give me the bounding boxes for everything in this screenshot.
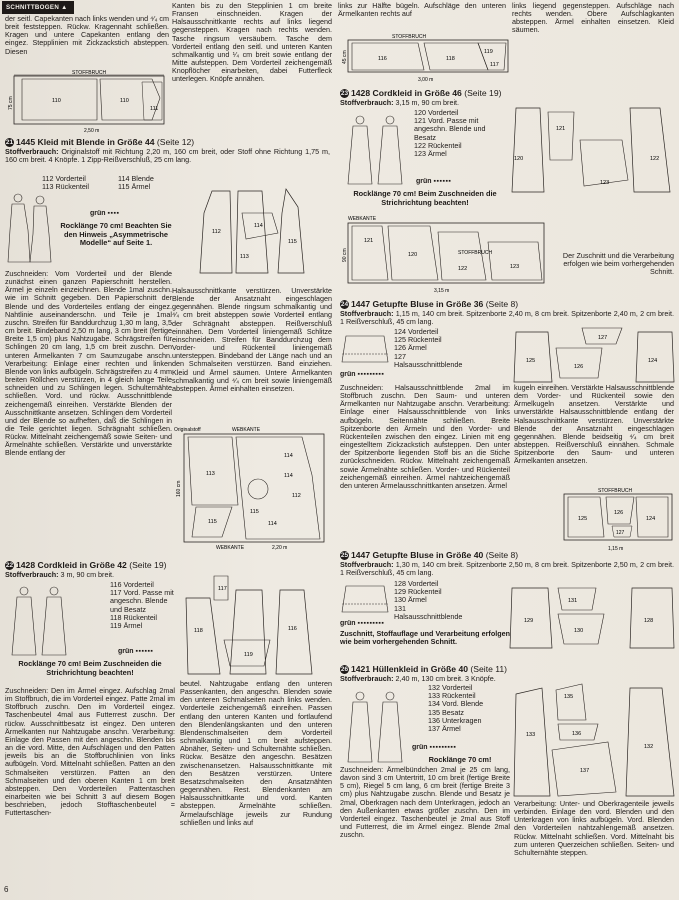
piece-label: 133: [526, 732, 536, 738]
section-21-stoff: Stoffverbrauch: Originalstoff mit Richtung 2,20 m, 160 cm breit, oder Stoff ohne Richtung 1,75 m, 160 cm breit. 4 Knöpfe. 1 Zipp-Reißverschluß, 25 cm lang.: [5, 148, 330, 165]
piece-label: 116: [378, 56, 387, 62]
section-25-note: Zuschnitt, Stoffauflage und Verarbeitung erfolgen wie beim vorhergehenden Schnitt.: [340, 630, 510, 647]
piece-label: 121: [364, 238, 374, 244]
section-24-body: Zuschneiden: Halsausschnittblende 2mal im Stoffbruch zuschn. Den Saum- und unteren Ärmelkanten nur Nahtzugabe anschn. Verarbeitung: Einlage einer Halsausschnittblende von links aufbügeln. Seitennähte schließen. Breite Spitzenborte den Ärmeln und den Vorder- und Rückenteilen zwischen den eingez. Linien mit eng eingestelltem Zickzackstich aufsteppen. Den unter der Spitzenborte liegenden Stoff bis an die Stiche zurückschneiden. Rückw. Mittelnaht zeichengemäß sowie Ärmelnähte schließen. Vorder- und Rückenteil zeichengemäß einreihen. Ärmel nahtzeichengemäß den unteren Ärmelausschnittkanten ansetzen. Ärmel: [340, 384, 510, 490]
piece-label: 112: [212, 229, 221, 235]
section-24-body-cont: kugeln einreihen. Verstärkte Halsausschnittblende dem Vorder- und Rückenteil sowie den Ärmelkugeln ansetzen. Verstärkte und unverstärkte Halsausschnittblende entlang der Halsausschnittkante verstürzen. Unverstärkte Blende der Ansatznaht eingeschlagen gegennähen. Blende beidseitig ⁴⁄₄ cm breit absteppen. Reißverschluß einnähen. Schmale Spitzenborte den Saum- und unteren Ärmelkanten ansetzen.: [514, 384, 674, 466]
edge-label: WEBKANTE: [348, 216, 377, 222]
pattern-pieces-22: [184, 570, 332, 680]
cutting-layout-120: [338, 212, 552, 298]
height-label: 75 cm: [8, 96, 14, 110]
piece-label: 112: [292, 493, 301, 499]
edge-label: WEBKANTE: [232, 427, 261, 433]
section-23-stoff: Stoffverbrauch: 3,15 m, 90 cm breit.: [340, 99, 460, 107]
piece-label: 125: [578, 516, 588, 522]
blouse-sketch-25: [340, 582, 390, 616]
pattern-pieces-26: [512, 680, 678, 800]
piece-label: 117: [218, 586, 227, 592]
piece-label: 132: [644, 744, 654, 750]
section-25-title: 25 1447 Getupfte Bluse in Größe 40 (Seite 8): [340, 550, 519, 560]
section-24-stoff: Stoffverbrauch: 1,15 m, 140 cm breit. Spitzenborte 2,40 m, 8 cm breit. Spitzenborte 2,40 m, 2 cm breit. 1 Reißverschluß, 45 cm lang.: [340, 310, 674, 327]
width-label: 1,15 m: [608, 546, 624, 552]
blouse-sketch-24: [340, 332, 390, 366]
piece-label: 136: [572, 731, 582, 737]
piece-label: 116: [288, 626, 297, 632]
piece-label: 125: [526, 358, 536, 364]
page-number: 6: [4, 885, 9, 894]
section-21-note: Rocklänge 70 cm! Beachten Sie den Hinweis „Asymmetrische Modelle“ auf Seite 1.: [60, 221, 172, 248]
section-22-parts: 116 Vorderteil 117 Vord. Passe mit angeschn. Blende und Besatz 118 Rückenteil 119 Ärmel: [110, 580, 174, 631]
color-key-green: grün ▪▪▪▪▪▪▪▪▪: [412, 744, 457, 751]
col1-intro-text: der seitl. Capekanten nach links wenden und ⁴⁄₄ cm breit feststeppen. Rückw. Kragennaht schließen. Kragen und untere Capekanten entlang den eingez. Stepplinien mit Zickzackstich absteppen. Diesen: [5, 15, 169, 56]
piece-label: 114: [284, 453, 293, 459]
section-22-stoff: Stoffverbrauch: 3 m, 90 cm breit.: [5, 571, 115, 579]
piece-label: 123: [600, 180, 610, 186]
color-key-green: grün ▪▪▪▪: [90, 210, 120, 217]
section-23-side-note: Der Zuschnitt und die Verarbeitung erfolgen wie beim vorhergehenden Schnitt.: [562, 252, 674, 277]
piece-label: 113: [240, 254, 249, 260]
piece-label: 118: [194, 628, 203, 634]
cutting-layout-124: [560, 484, 676, 554]
piece-label: 120: [514, 156, 524, 162]
piece-label: 127: [598, 335, 608, 341]
orig-label: Originalstoff: [174, 427, 201, 433]
section-23-parts: 120 Vorderteil 121 Vord. Passe mit angeschn. Blende und Besatz 122 Rückenteil 123 Ärmel: [414, 108, 486, 159]
width-label: 3,15 m: [434, 288, 450, 294]
piece-label: 122: [458, 266, 468, 272]
piece-label: 128: [644, 618, 654, 624]
section-21-title: 21 1445 Kleid mit Blende in Größe 44 (Seite 12): [5, 137, 195, 147]
piece-label: 129: [524, 618, 534, 624]
height-label: 45 cm: [342, 50, 348, 64]
piece-label: 117: [490, 62, 499, 68]
piece-label: 122: [650, 156, 660, 162]
piece-label: 126: [574, 364, 584, 370]
section-22-body-cont: beutel. Nahtzugabe entlang den unteren Passenkanten, den angeschn. Blenden sowie den unteren Schmalseiten nach links wenden. Vorderteile zeichengemäß einreihen. Passen entlang den unteren Kanten und fortlaufend den Blendenlängskanten und den unteren Blendenschmalseiten dem Vorderteil schmalkantig und 1 cm breit aufsteppen. Abnäher, Seiten- und Schulternähte schließen. Rückw. Besätze den angeschn. Besätzen zwischenansetzen. Halsausschnittkante mit den Besätzen verstürzen. Untere Besatzschmalseiten den Ansatznähten gegennähen. Rest. Blendenkanten am Halsausschnittkante und vord. Kanten absteppen. Ärmelnähte schließen. Ärmelaufschläge jeweils zur Rundung schließen und links auf: [180, 680, 332, 827]
pattern-pieces-21: [182, 183, 332, 281]
section-24-parts: 124 Vorderteil 125 Rückenteil 126 Ärmel 127 Halsausschnittblende: [394, 327, 463, 369]
section-22-body: Zuschneiden: Den im Ärmel eingez. Aufschlag 2mal im Stoffbruch, die im Vorderteil eingez. Patte 2mal im Stoffbruch zuschn. Den im Vorderteil eingez. Taschenbeutel 4mal aus Futterrest zuschn. Der rückw. Ausschnittbesatz ist eingez. Den unteren Ärmelkanten nur Nahtzugabe anschn. Verarbeitung: Einlage den Passen mit den angeschn. Blenden bis an die vord. Mitte, den Aufschlägen und den Patten jeweils bis an die Stoffbruchlinien von links aufbügeln. Vord. Mittelnaht schließen. Patten an den Schmalseiten verstürzen. Patten an den Schmalseiten und den oberen Kanten 1 cm breit absteppen. Den Vorderteilen Pattentaschen einarbeiten wie bei Schnitt 3 auf diesem Bogen beschrieben, jedoch Stofftaschenbeutel = Futtertaschen-: [5, 687, 175, 818]
pattern-pieces-24: [512, 324, 678, 386]
section-22-title: 22 1428 Cordkleid in Größe 42 (Seite 19): [5, 560, 167, 570]
section-26-title: 26 1421 Hüllenkleid in Größe 40 (Seite 11): [340, 664, 508, 674]
fold-label: STOFFBRUCH: [392, 34, 427, 40]
section-24-title: 24 1447 Getupfte Bluse in Größe 36 (Seite 8): [340, 299, 519, 309]
piece-label: 115: [288, 239, 297, 245]
cutting-layout-112: [172, 425, 332, 553]
dress-sketch-23: [340, 112, 412, 188]
section-26-stoff: Stoffverbrauch: 2,40 m, 130 cm breit. 3 Knöpfe.: [340, 675, 496, 683]
piece-label: 131: [568, 598, 578, 604]
color-key-green: grün ▪▪▪▪▪▪: [118, 648, 154, 655]
piece-label: 119: [484, 49, 493, 55]
width-label: 3,00 m: [418, 77, 434, 83]
piece-label: 114: [268, 521, 277, 527]
piece-label: 124: [648, 358, 658, 364]
section-21-body: Zuschneiden: Vom Vorderteil und der Blende zunächst einen ganzen Papierschnitt herstellen. Ärmel je einzeln einzeichnen. Blende 1mal zuschn. wie im Schnitt gegeben. Den Papierschnitt der Blende und des Vorderteiles entlang der eingez. Nahtlinie auseinanderschn. und Teile je 1mal zuschn. Streifen für Banddurchzug 1,30 m lang, 3,5 cm breit. Bindeband 2,50 m lang, 3 cm breit (fertige Breite 1,5 cm) plus Nahtzugabe. Schrägstreifen für Schlingen 20 cm lang, 1,5 cm breit zuschn. Den unteren Ärmelkanten 7 cm Saumzugabe anschn. Verarbeitung: Einlage einer rechten und linken Blende von links aufbügeln. Schrägstreifen zu 4 mm breiten Röllchen verstürzen, in 4 gleich lange Teile schneiden und zu Schlingen legen. Schulternähte schließen. Vord. und rückw. Ausschnittblende zeichengemäß einreihen. Verstärkte Blenden der Ausschnittkante ansetzen. Schlingen dem Vorderteil und der Blende so aufheften, daß die Schlingen in die Teile gerichtet liegen. Schrägnaht schließen. Rückw. Mittelnaht zeichengemäß sowie Seiten- und Ärmelnähte schließen. Verstärkte und unverstärkte Blende entlang der: [5, 270, 172, 458]
color-key-green: grün ▪▪▪▪▪▪: [416, 178, 452, 185]
pattern-pieces-23: [510, 100, 678, 200]
section-26-body-cont: Verarbeitung: Unter- und Oberkragenteile jeweils verbinden. Einlage den vord. Blenden und den Unterkragen von links aufbügeln. Vord. Blenden den Vorderteilen nahtzahlengemäß ansetzen. Rückw. Mittelnaht schließen. Vord. Mittelnaht bis zum unteren Querzeichen schließen. Seiten- und Schulternähte steppen.: [514, 800, 674, 857]
fold-label: STOFFBRUCH: [72, 70, 107, 76]
fold-label: STOFFBRUCH: [598, 488, 633, 494]
color-key-green: grün ▪▪▪▪▪▪▪▪▪: [340, 371, 385, 378]
dress-sketch-21: [4, 190, 54, 268]
section-25-stoff: Stoffverbrauch: 1,30 m, 140 cm breit. Spitzenborte 2,50 m, 8 cm breit. Spitzenborte 2,50 m, 2 cm breit. 1 Reißverschluß, 45 cm lang.: [340, 561, 674, 578]
piece-label: 110: [52, 98, 61, 104]
col3-intro-text: links zur Hälfte bügeln. Aufschläge den unteren Ärmelkanten rechts auf: [338, 2, 506, 19]
piece-label: 115: [250, 509, 259, 515]
height-label: 90 cm: [342, 248, 348, 262]
piece-label: 127: [616, 530, 625, 536]
pattern-pieces-25: [508, 582, 678, 652]
section-21-body-cont: Halsausschnittkante verstürzen. Unverstärkte Blende der Ansatznaht eingeschlagen gegennähen. Blende ringsum schmalkantig und ⁴⁄₄ cm breit absteppen sowie Vorderteil entlang der Schrägnaht absteppen. Reißverschluß einnähen. Dem Vorderteil liniengemäß Schlitze einschneiden. Streifen für Banddurchzug dem Vorder- und Rückenteil liniengemäß untersteppen. Bindeband der Länge nach und an den Schmalseiten verstürzen. Band einziehen. Kleid und Ärmel säumen. Untere Ärmelkanten schmalkantig und ⁴⁄₄ cm breit sowie liniengemäß absteppen. Ärmel einhalten einsetzen.: [172, 287, 332, 393]
piece-label: 113: [206, 471, 215, 477]
section-25-parts: 128 Vorderteil 129 Rückenteil 130 Ärmel 131 Halsausschnittblende: [394, 579, 463, 621]
piece-label: 111: [150, 106, 159, 112]
section-26-body: Zuschneiden: Ärmelbündchen 2mal je 25 cm lang, davon sind 3 cm Untertritt, 10 cm breit (fertige Breite 5 cm), Riegel 5 cm lang, 6 cm breit (fertige Breite 3 cm) plus Nahtzugabe zuschn. Blende und Besatz je 2mal, Oberkragen nach dem Unterkragen, jedoch an den Außenkanten etwas größer zuschn. Den im Vorderteil eingez. Taschenbeutel je 2mal aus Stoff und Futterrest, die im Ärmel eingez. Blende 2mal zuschn.: [340, 766, 510, 840]
piece-label: 126: [614, 510, 624, 516]
dress-sketch-26: [340, 688, 412, 768]
section-23-note: Rocklänge 70 cm! Beim Zuschneiden die Strichrichtung beachten!: [353, 189, 497, 207]
piece-label: 114: [254, 223, 263, 229]
section-21-parts-a: 112 Vorderteil 113 Rückenteil: [42, 174, 90, 192]
piece-label: 121: [556, 126, 566, 132]
edge-label: WEBKANTE: [216, 545, 245, 551]
color-key-green: grün ▪▪▪▪▪▪▪▪▪: [340, 620, 385, 627]
piece-label: 118: [446, 56, 455, 62]
width-label: 2,20 m: [272, 545, 288, 551]
magazine-logo: SCHNITTBOGEN ▲: [2, 1, 74, 14]
piece-label: 123: [510, 264, 520, 270]
piece-label: 124: [646, 516, 656, 522]
width-label: 2,50 m: [84, 128, 100, 134]
height-label: 160 cm: [176, 480, 182, 497]
col4-intro-text: links liegend gegensteppen. Aufschläge nach rechts wenden. Obere Aufschlagkanten absteppen. Ärmel einhalten einsetzen. Kleid säumen.: [512, 2, 674, 35]
col2-intro-text: Kanten bis zu den Stepplinien 1 cm breite Fransen einschneiden. Kragen der Halsausschnittkante rechts auf links liegend gegensteppen. Kragen nach rechts wenden. Tasche ringsum versäubern. Tasche dem Vorderteil entlang den seitl. und unteren Kanten schmalkantig und ¹⁄₄ cm breit sowie entlang der Mitte aufsteppen. Dem Vorderteil zeichengemäß Knopflöcher einarbeiten, dabei Futterfleck unterlegen. Knöpfe annähen.: [172, 2, 332, 84]
dress-sketch-22: [4, 583, 76, 661]
piece-label: 115: [208, 519, 217, 525]
section-22-note: Rocklänge 70 cm! Beim Zuschneiden die Strichrichtung beachten!: [18, 659, 162, 677]
piece-label: 130: [574, 628, 584, 634]
piece-label: 110: [120, 98, 129, 104]
piece-label: 137: [580, 768, 590, 774]
cutting-layout-110: [2, 70, 172, 138]
piece-label: 114: [284, 473, 293, 479]
piece-label: 120: [408, 252, 418, 258]
section-26-parts: 132 Vorderteil 133 Rückenteil 134 Vord. Blende 135 Besatz 136 Unterkragen 137 Ärmel: [428, 683, 484, 734]
fold-label: STOFFBRUCH: [458, 250, 493, 256]
section-23-title: 23 1428 Cordkleid in Größe 46 (Seite 19): [340, 88, 502, 98]
piece-label: 135: [564, 694, 574, 700]
section-26-note: Rocklänge 70 cm!: [428, 755, 492, 764]
cutting-layout-116: [338, 28, 516, 86]
piece-label: 119: [244, 652, 253, 658]
section-21-parts-b: 114 Blende 115 Ärmel: [118, 174, 154, 192]
